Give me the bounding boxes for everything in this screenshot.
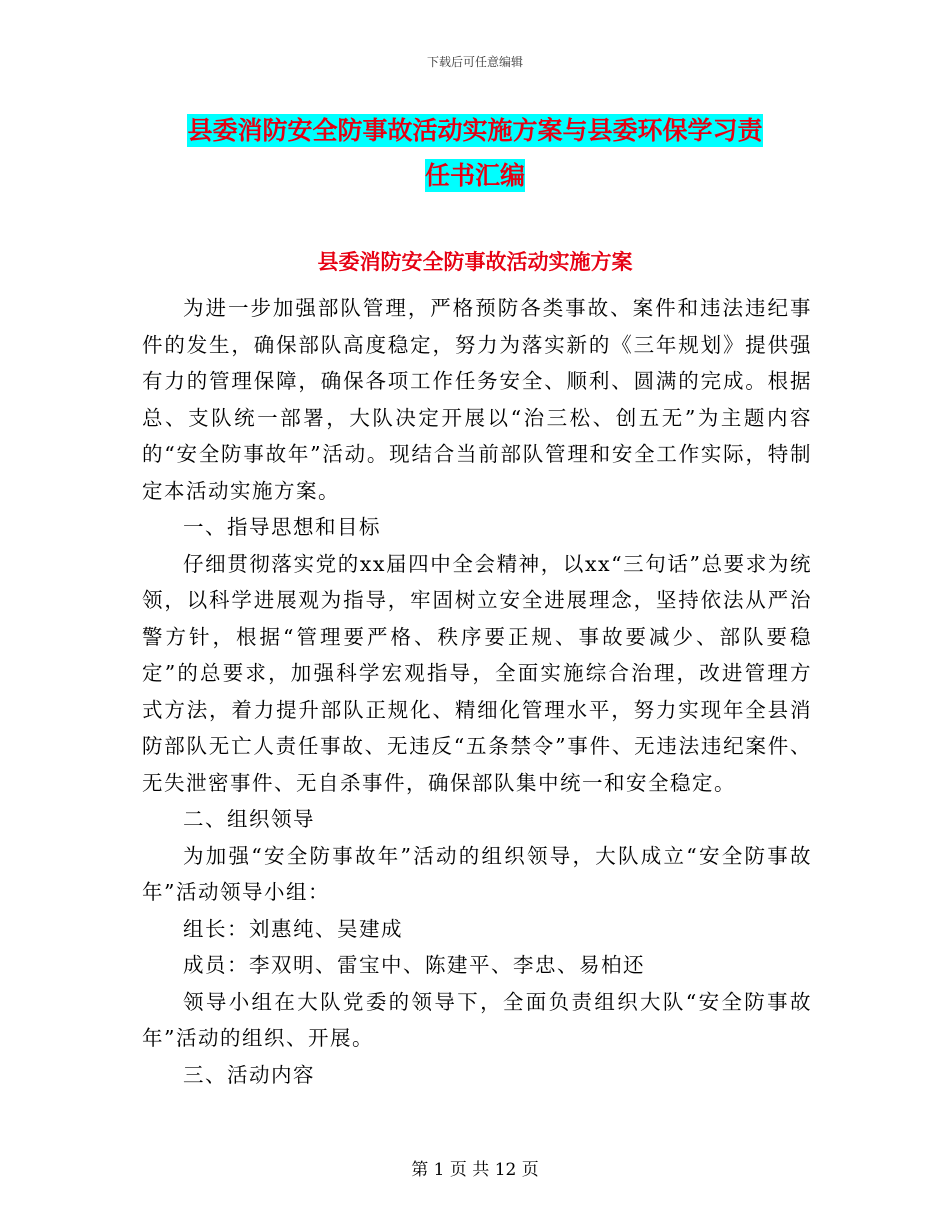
document-title-line-2: 任书汇编: [424, 161, 525, 190]
page-header-note: 下载后可任意编辑: [426, 55, 523, 69]
heading-activity-content: 三、活动内容: [183, 1062, 315, 1087]
paragraph-organization: 为加强“安全防事故年”活动的组织领导，大队成立“安全防事故年”活动领导小组：: [142, 843, 812, 904]
paragraph-guiding-principles: 仔细贯彻落实党的xx届四中全会精神，以xx“三句话”总要求为统领，以科学进展观为指导，牢固树立安全进展理念，坚持依法从严治警方针，根据“管理要严格、秩序要正规、事故要减少、部队要稳定”的总要求，加强科学宏观指导，全面实施综合治理，改进管理方式方法，着力提升部队正规化、精细化管理水平，努力实现年全县消防部队无亡人责任事故、无违反“五条禁令”事件、无违法违纪案件、无失泄密事件、无自杀事件，确保部队集中统一和安全稳定。: [142, 551, 812, 795]
paragraph-members: 成员：李双明、雷宝中、陈建平、李忠、易柏还: [183, 953, 645, 977]
section-title: 县委消防安全防事故活动实施方案: [317, 249, 633, 274]
document-body: [142, 290, 812, 1093]
page-number: 第 1 页 共 12 页: [411, 1160, 539, 1180]
heading-guiding-principles: 一、指导思想和目标: [183, 515, 381, 539]
document-title-line-1: 县委消防安全防事故活动实施方案与县委环保学习责: [187, 116, 763, 145]
document-title: [0, 108, 950, 198]
paragraph-intro: 为进一步加强部队管理，严格预防各类事故、案件和违法违纪事件的发生，确保部队高度稳定，努力为落实新的《三年规划》提供强有力的管理保障，确保各项工作任务安全、顺利、圆满的完成。根据总、支队统一部署，大队决定开展以“治三松、创五无”为主题内容的“安全防事故年”活动。现结合当前部队管理和安全工作实际，特制定本活动实施方案。: [142, 296, 812, 503]
paragraph-leaders: 组长：刘惠纯、吴建成: [183, 916, 403, 941]
paragraph-responsibility: 领导小组在大队党委的领导下，全面负责组织大队“安全防事故年”活动的组织、开展。: [142, 989, 812, 1050]
heading-organization: 二、组织领导: [183, 807, 315, 831]
